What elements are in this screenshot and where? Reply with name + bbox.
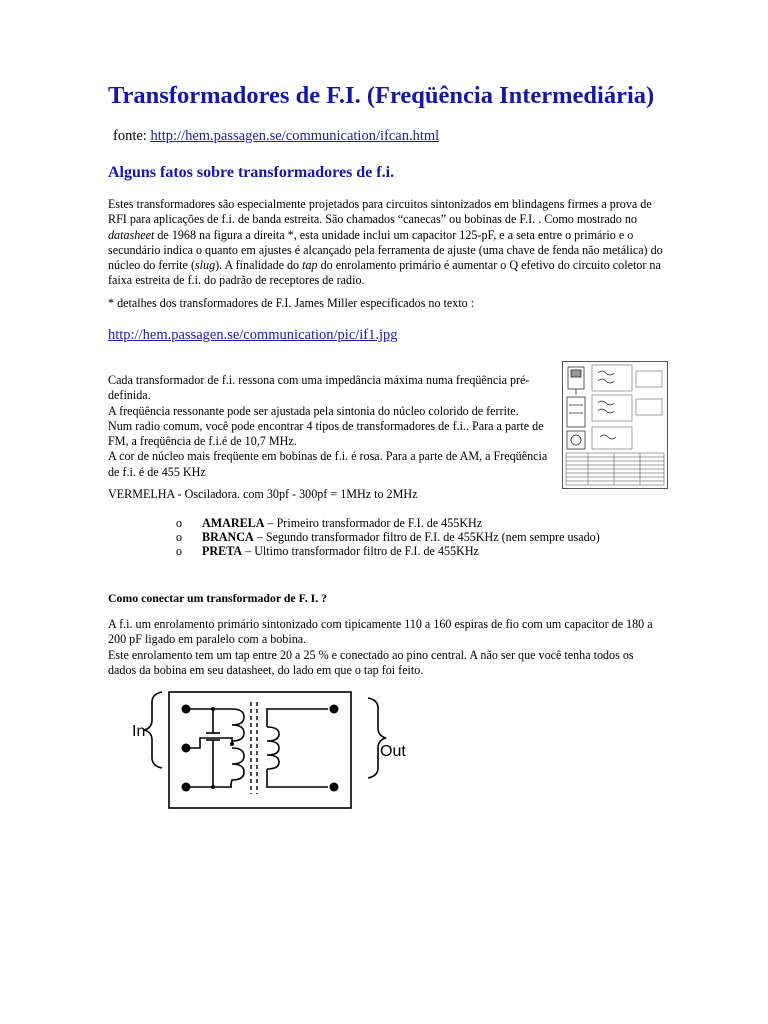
datasheet-term: datasheet — [108, 227, 155, 242]
intro-paragraph: Estes transformadores são especialmente projetados para circuitos sintonizados em blindagens firmes a prova de RFI para aplicações de f.i. de banda estreita. São chamados “canecas” ou bobinas de F.I. . Como mostrado no datasheet de 1968 na figura a direita *, esta unidade inclui um capacitor 125-pF, e a seta entre o primário e o secundário indica o quanto em ajustes é alcançado pela ferramenta de ajuste (uma chave de fenda não metálica) do núcleo do ferrite (slug). A finalidade do tap do enrolamento primário é aumentar o Q efetivo do circuito coletor na faixa estreita de f.i. do padrão de receptores de radio. — [108, 197, 663, 288]
source-link[interactable]: http://hem.passagen.se/communication/ifcan.html — [150, 128, 440, 144]
resonance-line: Num radio comum, você pode encontrar 4 tipos de transformadores de f.i.. Para a parte de FM, a freqüência de f.i.é de 10,7 MHz. — [108, 418, 544, 449]
resonance-line: A freqüência ressonante pode ser ajustada pela sintonia do núcleo colorido de ferrite. — [108, 403, 519, 418]
image-link[interactable]: http://hem.passagen.se/communication/pic/if1.jpg — [108, 327, 398, 343]
datasheet-image — [562, 361, 668, 489]
pin-in-2 — [182, 744, 191, 753]
primary-coil-upper — [232, 709, 244, 741]
source-line — [113, 128, 439, 145]
bullet-icon: o — [176, 544, 183, 558]
section-subtitle: Alguns fatos sobre transformadores de f.i. — [108, 164, 395, 181]
in-label: In — [132, 723, 146, 740]
out-brace — [368, 698, 386, 778]
tap-wire — [220, 738, 232, 744]
color-list — [176, 516, 600, 558]
primary-coil-lower — [231, 748, 244, 787]
pin-in-1 — [182, 705, 191, 714]
resonance-line: A cor de núcleo mais freqüente em bobinas de f.i. é rosa. Para a parte de AM, a Freqüência de f.i. é de 455 KHz — [108, 449, 548, 479]
details-note: * detalhes dos transformadores de F.I. James Miller especificados no texto : — [108, 296, 475, 310]
list-item: o PRETA – Ultimo transformador filtro de F.I. de 455KHz — [176, 544, 479, 558]
pin-in-3 — [182, 783, 191, 792]
resonance-line: Cada transformador de f.i. ressona com uma impedância máxima numa freqüência pré-definida. — [108, 373, 530, 403]
bullet-icon: o — [176, 530, 183, 544]
slug-term: slug — [194, 258, 216, 273]
bullet-icon: o — [176, 516, 183, 530]
junction-dot — [211, 785, 215, 789]
tap-term: tap — [302, 258, 318, 273]
oscillator-line: VERMELHA - Osciladora. com 30pf - 300pf = 1MHz to 2MHz — [108, 487, 418, 501]
source-label: fonte: — [113, 128, 151, 144]
resonance-paragraph — [108, 373, 560, 480]
page-title: Transformadores de F.I. (Freqüência Intermediária) — [108, 82, 655, 109]
ferrite-core — [251, 702, 257, 794]
secondary-leads — [267, 709, 284, 787]
list-item: o BRANCA – Segundo transformador filtro de F.I. de 455KHz (nem sempre usado) — [176, 530, 600, 544]
howto-paragraph: A f.i. um enrolamento primário sintonizado com tipicamente 110 a 160 espiras de fio com um capacitor de 180 a 200 pF ligado em paralelo com a bobina. Este enrolamento tem um tap entre 20 a 25 % e conectado ao pino central. A não ser que você tenha todos os dados da bobina em seu datasheet, do lado em que o tap foi feito. — [108, 617, 653, 677]
out-label: Out — [380, 743, 406, 760]
pin-out-1 — [330, 705, 339, 714]
circuit-diagram — [118, 686, 418, 816]
pin-out-2 — [330, 783, 339, 792]
coil-leads — [213, 709, 232, 787]
list-item: o AMARELA – Primeiro transformador de F.I. de 455KHz — [176, 516, 483, 530]
howto-heading: Como conectar um transformador de F. I. ? — [108, 591, 327, 605]
in-brace — [144, 692, 162, 768]
junction-dot — [211, 707, 215, 711]
secondary-coil — [267, 727, 279, 769]
junction-dot — [230, 742, 234, 746]
